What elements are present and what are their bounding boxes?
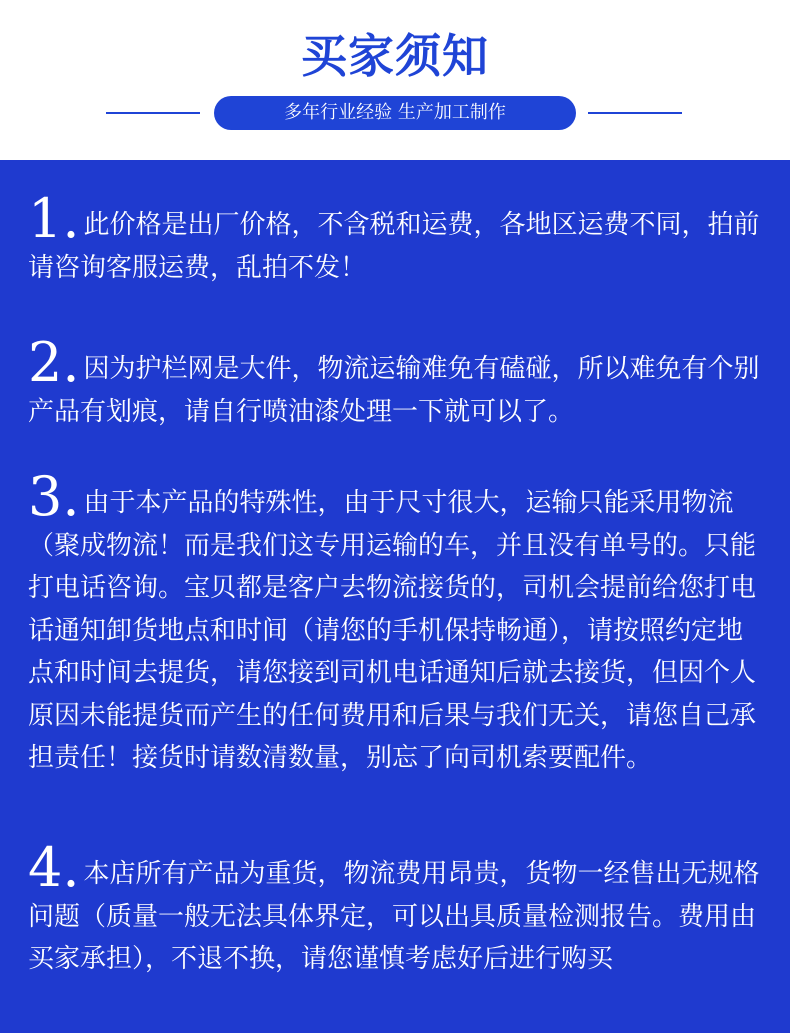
notice-item-2 (28, 331, 768, 433)
notice-text: 本店所有产品为重货，物流费用昂贵，货物一经售出无规格问题（质量一般无法具体界定，可以出具质量检测报告。费用由买家承担），不退不换，请您谨慎考虑好后进行购买 (28, 859, 760, 974)
notice-text: 因为护栏网是大件，物流运输难免有磕碰，所以难免有个别产品有划痕，请自行喷油漆处理一下就可以了。 (28, 354, 760, 427)
notice-item-1 (28, 187, 768, 289)
notice-number: 2. (28, 331, 80, 394)
subtitle-badge: 多年行业经验 生产加工制作 (214, 96, 576, 130)
notice-number: 3. (28, 465, 80, 528)
notice-number: 1. (28, 187, 80, 250)
notice-panel (0, 160, 790, 1033)
notice-text: 此价格是出厂价格，不含税和运费，各地区运费不同，拍前请咨询客服运费，乱拍不发！ (28, 210, 760, 283)
divider-right (588, 112, 682, 114)
notice-number: 4. (28, 836, 80, 899)
notice-item-4 (28, 836, 768, 981)
notice-item-3 (28, 465, 768, 780)
notice-text: 由于本产品的特殊性，由于尺寸很大，运输只能采用物流（聚成物流！而是我们这专用运输的车，并且没有单号的。只能打电话咨询。宝贝都是客户去物流接货的，司机会提前给您打电话通知卸货地点和时间（请您的手机保持畅通），请按照约定地点和时间去提货，请您接到司机电话通知后就去接货，但因个人原因未能提货而产生的任何费用和后果与我们无关，请您自己承担责任！接货时请数清数量，别忘了向司机索要配件。 (28, 488, 757, 773)
divider-left (106, 112, 200, 114)
page-title: 买家须知 (301, 29, 489, 83)
header (0, 0, 790, 160)
